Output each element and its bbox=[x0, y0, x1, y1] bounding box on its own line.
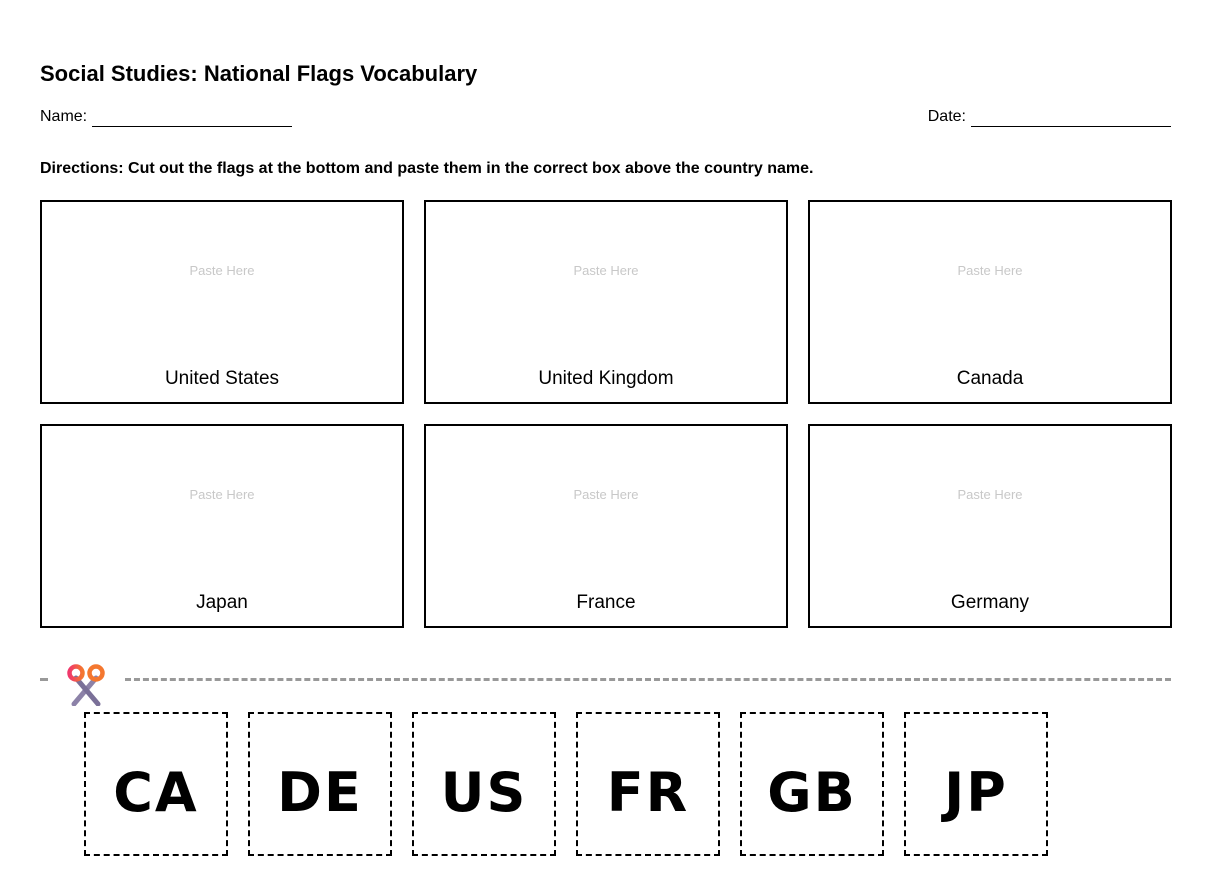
paste-hint: Paste Here bbox=[957, 487, 1023, 502]
flag-card-fr[interactable] bbox=[576, 712, 720, 856]
flag-code: GB bbox=[767, 761, 857, 824]
country-label: France bbox=[576, 592, 636, 613]
date-blank-line[interactable] bbox=[971, 110, 1171, 127]
cut-line-lead-dash bbox=[40, 678, 48, 681]
paste-box-japan[interactable] bbox=[40, 424, 404, 628]
name-field bbox=[40, 107, 292, 127]
cut-line-row bbox=[40, 664, 1171, 708]
flag-card-jp[interactable] bbox=[904, 712, 1048, 856]
date-field bbox=[928, 107, 1171, 127]
paste-hint: Paste Here bbox=[189, 487, 255, 502]
flag-code: US bbox=[440, 761, 528, 824]
paste-hint: Paste Here bbox=[573, 263, 639, 278]
country-label: United States bbox=[164, 368, 280, 389]
flag-card-gb[interactable] bbox=[740, 712, 884, 856]
paste-box-france[interactable] bbox=[424, 424, 788, 628]
name-label: Name: bbox=[40, 108, 88, 125]
date-label: Date: bbox=[927, 108, 966, 125]
paste-box-grid bbox=[40, 200, 1171, 628]
country-label: Canada bbox=[956, 368, 1024, 389]
paste-box-united-states[interactable] bbox=[40, 200, 404, 404]
country-label: United Kingdom bbox=[538, 368, 674, 389]
country-label: Japan bbox=[196, 592, 248, 613]
page-title: Social Studies: National Flags Vocabulary bbox=[40, 61, 478, 86]
paste-box-canada[interactable] bbox=[808, 200, 1172, 404]
paste-box-germany[interactable] bbox=[808, 424, 1172, 628]
cut-line-dashed bbox=[125, 678, 1171, 681]
flag-code: DE bbox=[277, 761, 363, 824]
directions-text: Directions: Cut out the flags at the bottom and paste them in the correct box above the country name. bbox=[40, 160, 814, 177]
name-blank-line[interactable] bbox=[92, 110, 292, 127]
scissors-icon bbox=[66, 664, 106, 706]
flag-card-ca[interactable] bbox=[84, 712, 228, 856]
flag-card-de[interactable] bbox=[248, 712, 392, 856]
paste-hint: Paste Here bbox=[189, 263, 255, 278]
student-info-row bbox=[40, 107, 1171, 127]
flag-cutout-cards bbox=[84, 712, 1048, 856]
flag-code: JP bbox=[944, 761, 1008, 824]
paste-hint: Paste Here bbox=[573, 487, 639, 502]
flag-code: CA bbox=[113, 761, 199, 824]
paste-box-united-kingdom[interactable] bbox=[424, 200, 788, 404]
country-label: Germany bbox=[950, 592, 1030, 613]
flag-code: FR bbox=[606, 761, 690, 824]
flag-card-us[interactable] bbox=[412, 712, 556, 856]
paste-hint: Paste Here bbox=[957, 263, 1023, 278]
